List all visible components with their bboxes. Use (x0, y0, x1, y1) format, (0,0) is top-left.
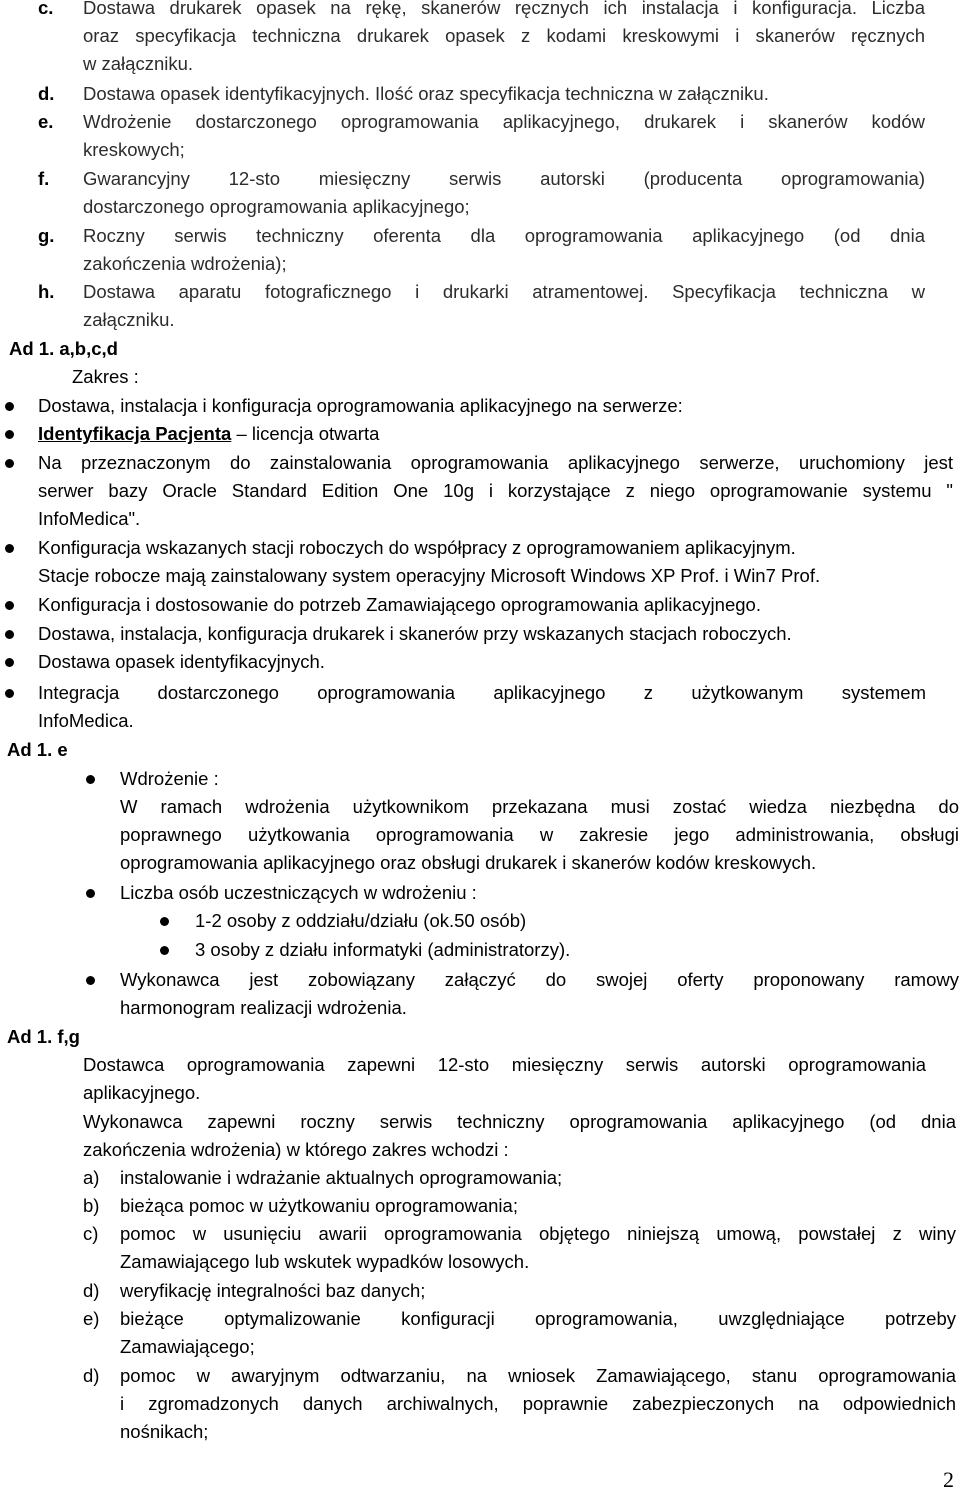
zakres-item-4-line-1: Konfiguracja wskazanych stacji roboczych do współpracy z oprogramowaniem aplikacyjnym. (38, 537, 796, 558)
liczba-osob-item-2: 3 osoby z działu informatyki (administratorzy). (195, 939, 571, 960)
liczba-osob-title: Liczba osób uczestniczących w wdrożeniu : (120, 882, 477, 903)
wykonawca-line-2: harmonogram realizacji wdrożenia. (120, 997, 407, 1018)
bullet-icon (5, 544, 14, 553)
bullet-icon (5, 630, 14, 639)
serwis-techniczny-line-2: zakończenia wdrożenia) w którego zakres wchodzi : (83, 1139, 509, 1160)
list-item-d-line-1: Dostawa opasek identyfikacyjnych. Ilość oraz specyfikacja techniczna w załączniku. (83, 83, 769, 104)
wykonawca-line-1: Wykonawca jest zobowiązany załączyć do swojej oferty proponowany ramowy (120, 969, 959, 990)
bullet-icon (5, 402, 14, 411)
wdrozenie-line-2: poprawnego użytkowania oprogramowania w zakresie jego administrowania, obsługi (120, 824, 959, 845)
list-item-e-line-1: Wdrożenie dostarczonego oprogramowania aplikacyjnego, drukarek i skanerów kodów (83, 111, 925, 132)
service-marker-c: c) (83, 1223, 99, 1244)
bullet-icon (160, 946, 169, 955)
wdrozenie-title: Wdrożenie : (120, 768, 219, 789)
bullet-icon (5, 430, 14, 439)
zakres-item-3-line-2: serwer bazy Oracle Standard Edition One 10g i korzystające z niego oprogramowanie systemu " (38, 480, 953, 501)
section-heading-ad1-e: Ad 1. e (7, 739, 68, 760)
serwis-autorski-line-1: Dostawca oprogramowania zapewni 12-sto miesięczny serwis autorski oprogramowania (83, 1054, 926, 1075)
service-item-c-line-2: Zamawiającego lub wskutek wypadków losowych. (120, 1251, 530, 1272)
bullet-icon (5, 658, 14, 667)
service-item-b: bieżąca pomoc w użytkowaniu oprogramowania; (120, 1195, 518, 1216)
liczba-osob-item-1: 1-2 osoby z oddziału/działu (ok.50 osób) (195, 910, 527, 931)
zakres-item-4-line-2: Stacje robocze mają zainstalowany system operacyjny Microsoft Windows XP Prof. i Win7 Prof. (38, 565, 821, 586)
list-item-h-line-2: załączniku. (83, 309, 175, 330)
service-item-d: weryfikację integralności baz danych; (120, 1280, 426, 1301)
service-marker-b: b) (83, 1195, 100, 1216)
zakres-item-3-line-3: InfoMedica". (38, 508, 141, 529)
page-number: 2 (943, 1467, 954, 1492)
service-item-d2-line-3: nośnikach; (120, 1421, 209, 1442)
service-marker-d2: d) (83, 1365, 100, 1386)
list-marker-g: g. (38, 225, 55, 246)
bullet-icon (86, 775, 95, 784)
zakres-item-8-line-2: InfoMedica. (38, 710, 134, 731)
list-item-f-line-1: Gwarancyjny 12-sto miesięczny serwis autorski (producenta oprogramowania) (83, 168, 925, 189)
zakres-item-3-line-1: Na przeznaczonym do zainstalowania oprogramowania aplikacyjnego serwerze, uruchomiony jest (38, 452, 953, 473)
list-item-c-line-3: w załączniku. (83, 53, 194, 74)
section-heading-ad1-fg: Ad 1. f,g (7, 1026, 80, 1047)
service-item-e-line-1: bieżące optymalizowanie konfiguracji oprogramowania, uwzględniające potrzeby (120, 1308, 956, 1329)
zakres-label: Zakres : (72, 366, 139, 387)
bullet-icon (86, 889, 95, 898)
bullet-icon (5, 459, 14, 468)
list-item-e-line-2: kreskowych; (83, 139, 185, 160)
service-marker-e: e) (83, 1308, 100, 1329)
list-marker-h: h. (38, 281, 55, 302)
service-item-a: instalowanie i wdrażanie aktualnych oprogramowania; (120, 1167, 563, 1188)
section-heading-ad1-abcd: Ad 1. a,b,c,d (9, 338, 118, 359)
bullet-icon (5, 689, 14, 698)
list-marker-c: c. (38, 0, 54, 18)
zakres-item-5: Konfiguracja i dostosowanie do potrzeb Zamawiającego oprogramowania aplikacyjnego. (38, 594, 761, 615)
service-marker-d: d) (83, 1280, 100, 1301)
zakres-item-7: Dostawa opasek identyfikacyjnych. (38, 651, 325, 672)
zakres-item-6: Dostawa, instalacja, konfiguracja drukarek i skanerów przy wskazanych stacjach roboczych. (38, 623, 792, 644)
serwis-autorski-line-2: aplikacyjnego. (83, 1082, 201, 1103)
bullet-icon (5, 601, 14, 610)
list-marker-e: e. (38, 111, 54, 132)
list-item-c-line-1: Dostawa drukarek opasek na rękę, skanerów ręcznych ich instalacja i konfiguracja. Liczba (83, 0, 925, 18)
bullet-icon (86, 976, 95, 985)
zakres-item-1: Dostawa, instalacja i konfiguracja oprogramowania aplikacyjnego na serwerze: (38, 395, 683, 416)
list-marker-d: d. (38, 83, 55, 104)
service-marker-a: a) (83, 1167, 100, 1188)
zakres-item-8-line-1: Integracja dostarczonego oprogramowania aplikacyjnego z użytkowanym systemem (38, 682, 926, 703)
zakres-item-2 (38, 420, 379, 448)
wdrozenie-line-1: W ramach wdrożenia użytkownikom przekazana musi zostać wiedza niezbędna do (120, 796, 959, 817)
list-item-f-line-2: dostarczonego oprogramowania aplikacyjnego; (83, 196, 470, 217)
service-item-c-line-1: pomoc w usunięciu awarii oprogramowania objętego niniejszą umową, powstałej z winy (120, 1223, 956, 1244)
service-item-d2-line-1: pomoc w awaryjnym odtwarzaniu, na wniosek Zamawiającego, stanu oprogramowania (120, 1365, 956, 1386)
licencja-text: – licencja otwarta (231, 423, 380, 444)
list-marker-f: f. (38, 168, 50, 189)
identyfikacja-pacjenta-label: Identyfikacja Pacjenta (38, 423, 232, 444)
wdrozenie-line-3: oprogramowania aplikacyjnego oraz obsługi drukarek i skanerów kodów kreskowych. (120, 852, 817, 873)
serwis-techniczny-line-1: Wykonawca zapewni roczny serwis techniczny oprogramowania aplikacyjnego (od dnia (83, 1111, 956, 1132)
service-item-e-line-2: Zamawiającego; (120, 1336, 255, 1357)
list-item-g-line-1: Roczny serwis techniczny oferenta dla oprogramowania aplikacyjnego (od dnia (83, 225, 925, 246)
list-item-g-line-2: zakończenia wdrożenia); (83, 253, 287, 274)
list-item-h-line-1: Dostawa aparatu fotograficznego i drukarki atramentowej. Specyfikacja techniczna w (83, 281, 925, 302)
service-item-d2-line-2: i zgromadzonych danych archiwalnych, poprawnie zabezpieczonych na odpowiednich (120, 1393, 956, 1414)
list-item-c-line-2: oraz specyfikacja techniczna drukarek opasek z kodami kreskowymi i skanerów ręcznych (83, 25, 925, 46)
bullet-icon (160, 917, 169, 926)
